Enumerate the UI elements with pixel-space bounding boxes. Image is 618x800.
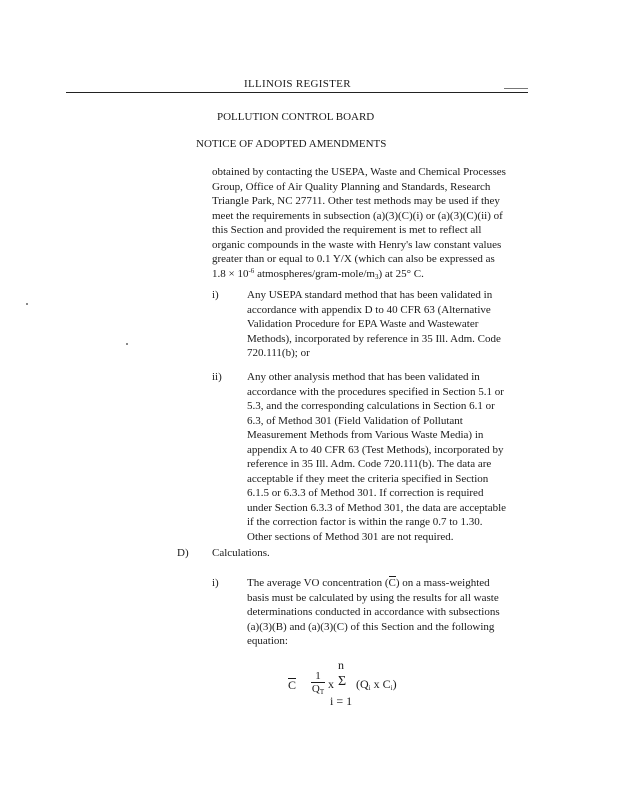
term-close: ): [392, 677, 397, 691]
equation-c-bar: C: [288, 678, 297, 692]
item-ii-text: [247, 370, 506, 544]
intro-prefix: 1.8 × 10: [212, 267, 249, 280]
denominator-q: Q: [311, 683, 320, 695]
item-d-i-line: equation:: [247, 635, 288, 647]
item-d-i-line: determinations conducted in accordance with subsections: [247, 606, 500, 618]
fraction-denominator: [311, 682, 325, 699]
item-i-label: i): [212, 289, 219, 301]
fraction-numerator: 1: [315, 670, 321, 682]
item-ii-line: Other sections of Method 301 are not required.: [247, 530, 454, 543]
header-rule: [66, 92, 528, 93]
item-i-line: accordance with appendix D to 40 CFR 63 (Alternative: [247, 303, 491, 316]
term-open: (Q: [356, 677, 369, 691]
item-i-line: Validation Procedure for EPA Waste and Wastewater: [247, 318, 479, 330]
item-i-line: Methods), incorporated by reference in 35 Ill. Adm. Code: [247, 332, 501, 345]
intro-line: meet the requirements in subsection (a)(3)(C)(i) or (a)(3)(C)(ii) of: [212, 209, 503, 222]
equation-sigma: Σ: [338, 674, 347, 689]
intro-line: Group, Office of Air Quality Planning and Standards, Research: [212, 180, 491, 193]
item-ii-line: under Section 6.3.3 of Method 301, the data are acceptable: [247, 501, 507, 514]
intro-line-last: [212, 267, 542, 285]
item-d-i-line: (a)(3)(B) and (a)(3)(C) of this Section and the following: [247, 620, 495, 633]
equation-times: x: [328, 677, 334, 691]
item-ii-line: acceptable if they meet the criteria specified in Section: [247, 472, 489, 485]
intro-subscript: 3: [374, 272, 379, 281]
header-rule-tail: [504, 88, 528, 89]
register-title: ILLINOIS REGISTER: [244, 78, 351, 90]
item-ii-label: ii): [212, 371, 222, 383]
intro-line: this Section and provided the requirement is met to reflect all: [212, 224, 482, 236]
item-ii-line: 6.1.5 or 6.3.3 of Method 301. If correction is required: [247, 487, 484, 499]
notice-title: NOTICE OF ADOPTED AMENDMENTS: [196, 138, 387, 150]
item-ii-line: appendix A to 40 CFR 63 (Test Methods), incorporated by: [247, 443, 504, 456]
item-ii-line: if the correction factor is within the range 0.7 to 1.30.: [247, 516, 483, 528]
item-d-i-prefix: The average VO concentration (: [247, 577, 389, 589]
term-sub-1: i: [368, 684, 371, 692]
intro-suffix: atmospheres/gram-mole/m: [254, 267, 375, 280]
intro-line: greater than or equal to 0.1 Y/X (which can also be expressed as: [212, 253, 495, 265]
item-ii-line: 6.3, of Method 301 (Field Validation of Pollutant: [247, 414, 463, 427]
item-d-i-text: [247, 576, 500, 649]
term-sub-2: i: [390, 684, 393, 692]
item-d-i-first-line: [247, 576, 500, 591]
item-ii-line: 5.3, and the corresponding calculations in Section 6.1 or: [247, 400, 495, 412]
item-ii-line: reference in 35 Ill. Adm. Code 720.111(b). The data are: [247, 458, 492, 470]
term-mid: x C: [370, 677, 391, 691]
section-d-label: D): [177, 547, 189, 559]
equation-fraction: [311, 670, 325, 699]
intro-paragraph: [212, 165, 542, 284]
item-d-i-line: basis must be calculated by using the results for all waste: [247, 591, 499, 604]
item-i-line: Any USEPA standard method that has been validated in: [247, 289, 493, 301]
scan-dot: [26, 303, 28, 305]
intro-line: organic compounds in the waste with Henry's law constant values: [212, 238, 502, 251]
denominator-sub: T: [319, 688, 325, 696]
equation-lower-limit: i = 1: [330, 694, 353, 708]
equation-upper-limit: n: [338, 658, 344, 672]
item-i-text: [247, 288, 501, 361]
scan-dot: [126, 343, 128, 345]
item-ii-line: Measurement Methods from Various Waste Media) in: [247, 429, 484, 441]
item-ii-line: Any other analysis method that has been validated in: [247, 371, 480, 383]
equation-term: [356, 677, 397, 696]
section-d-title: Calculations.: [212, 547, 270, 559]
item-i-line: 720.111(b); or: [247, 347, 310, 359]
intro-end: ) at 25° C.: [378, 267, 424, 280]
equation-lhs: [288, 678, 296, 693]
c-bar-symbol: C: [388, 577, 396, 589]
intro-exponent: -6: [248, 266, 255, 275]
intro-line: Triangle Park, NC 27711. Other test methods may be used if they: [212, 195, 500, 207]
item-ii-line: accordance with the procedures specified in Section 5.1 or: [247, 385, 504, 398]
item-d-i-suffix: ) on a mass-weighted: [395, 577, 490, 589]
item-d-i-label: i): [212, 577, 219, 589]
intro-line: obtained by contacting the USEPA, Waste and Chemical Processes: [212, 166, 506, 178]
board-title: POLLUTION CONTROL BOARD: [217, 111, 375, 123]
